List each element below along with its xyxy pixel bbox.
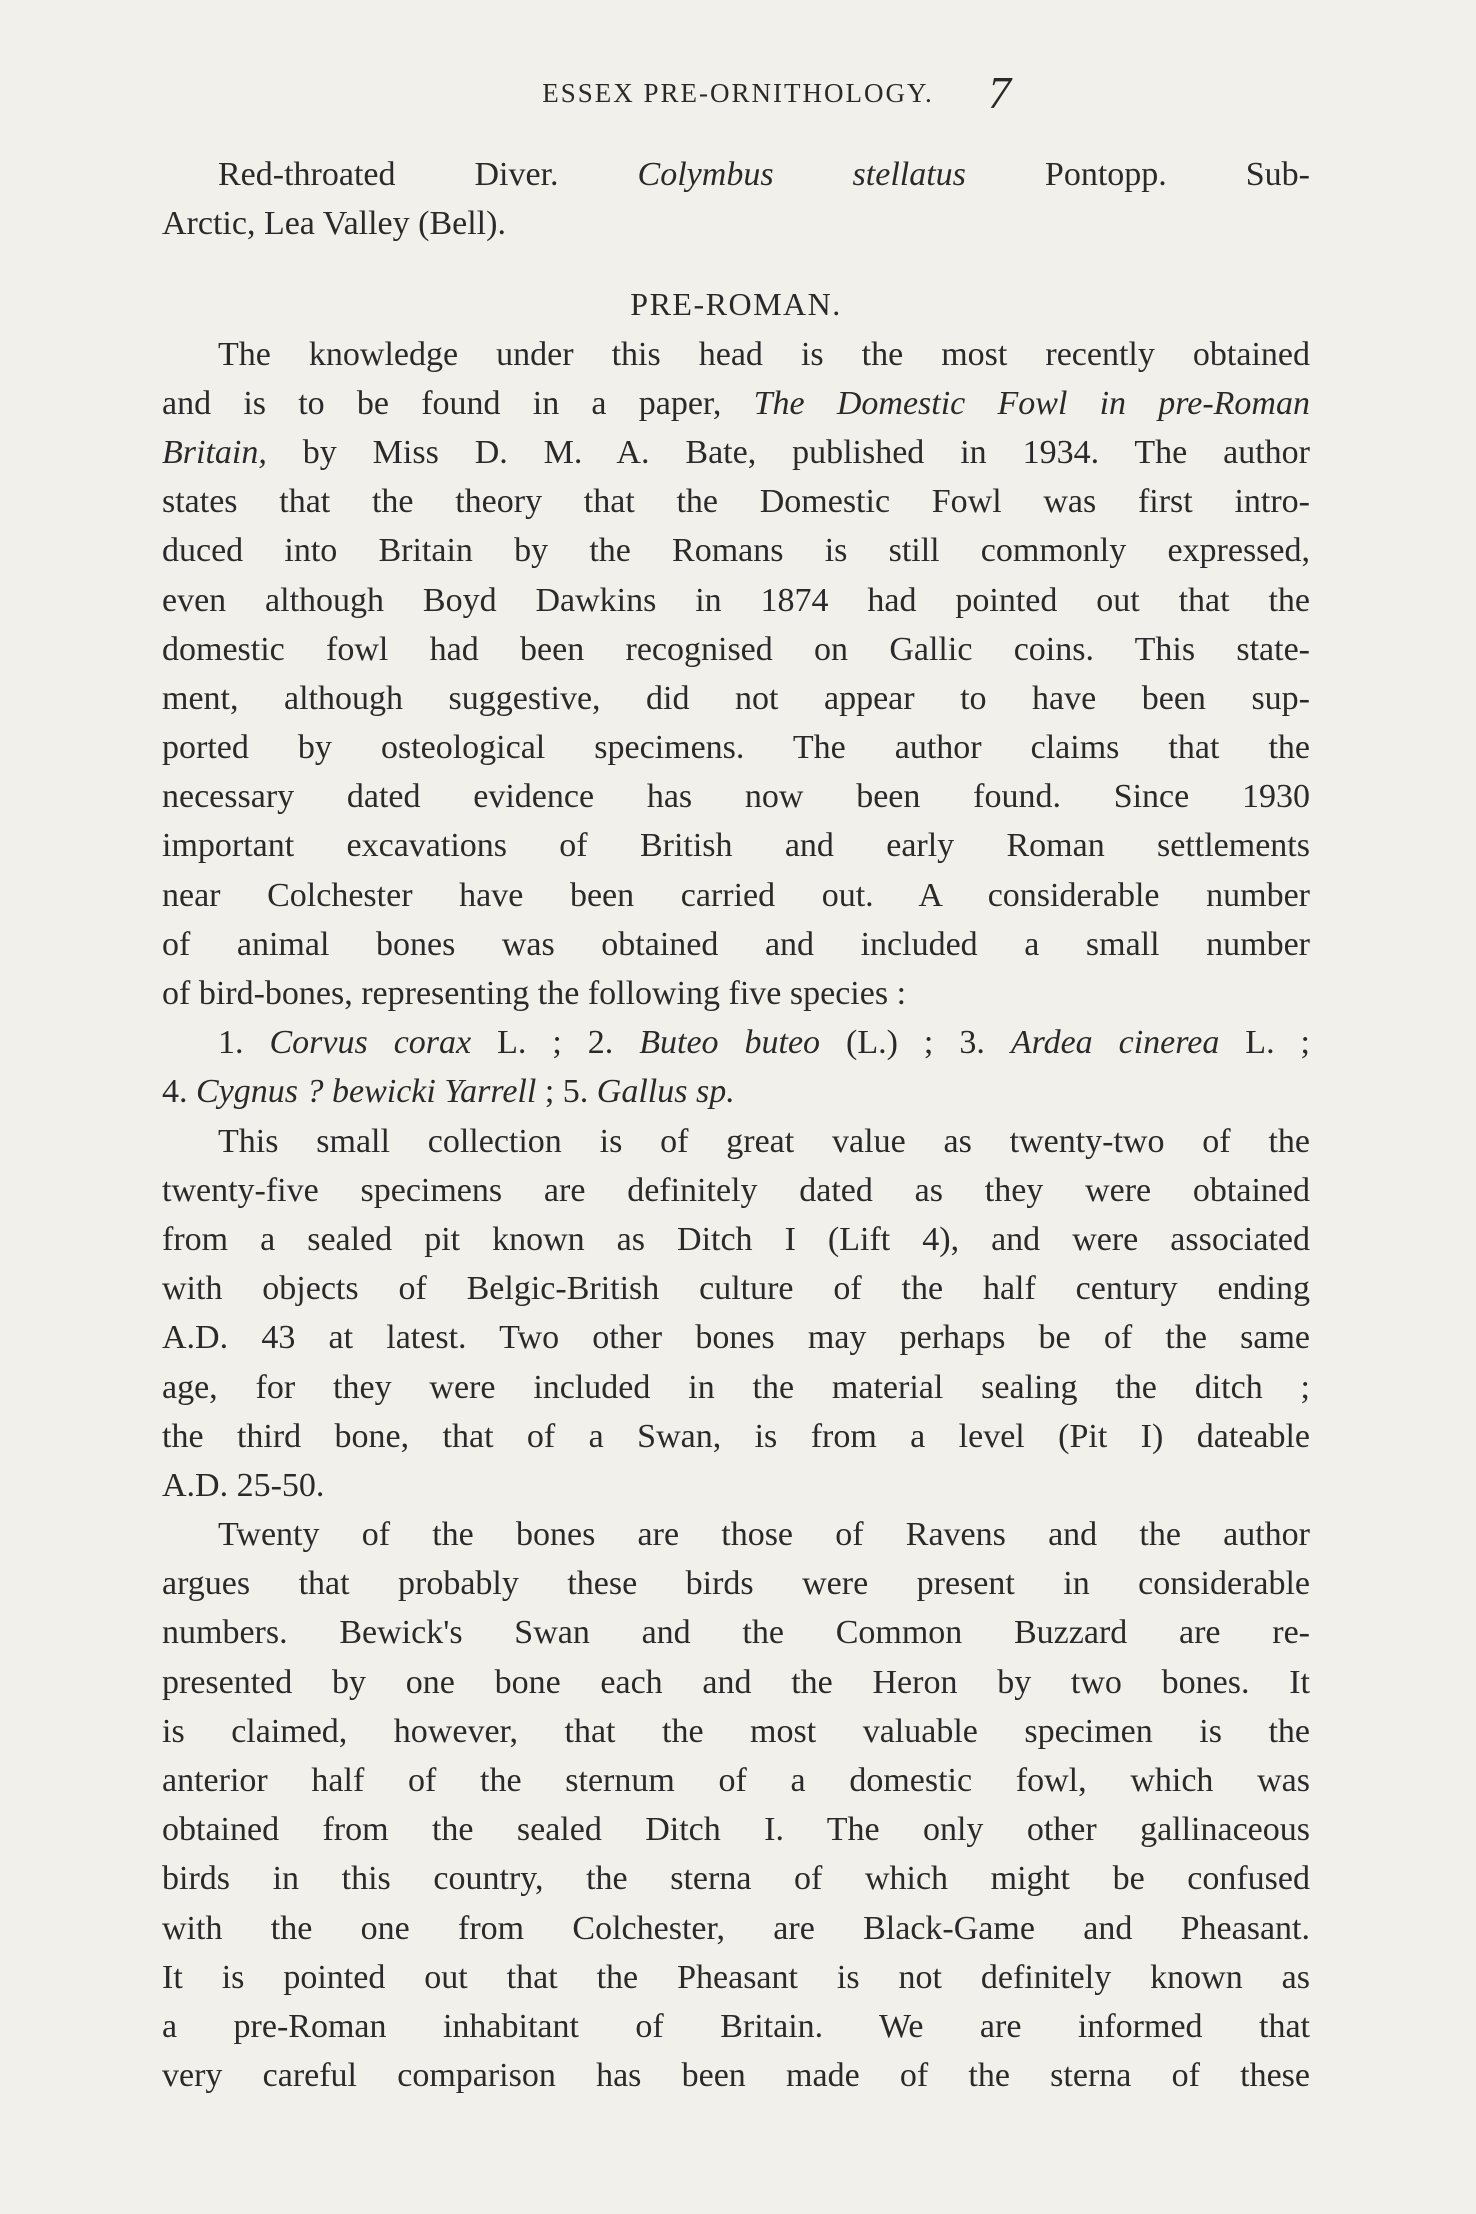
text-line <box>162 821 1310 870</box>
text-span: The knowledge under this head is the most recently obtained <box>218 335 1310 373</box>
text-span: L. ; <box>1219 1024 1310 1062</box>
text-span: and is to be found in a paper, <box>162 384 754 422</box>
text-line <box>162 1363 1310 1412</box>
text-line <box>162 1166 1310 1215</box>
text-span: of bird-bones, representing the following five species : <box>162 975 907 1012</box>
text-span: by Miss D. M. A. Bate, published in 1934. The author <box>266 433 1310 471</box>
text-span: Pontopp. Sub- <box>965 156 1311 193</box>
text-span: obtained from the sealed Ditch I. The only other gallinaceous <box>162 1811 1310 1849</box>
text-span: Arctic, Lea Valley (Bell). <box>162 205 506 243</box>
text-span: It is pointed out that the Pheasant is not definitely known as <box>162 1958 1310 1996</box>
text-line <box>162 1018 1310 1067</box>
text-line <box>162 1412 1310 1461</box>
spacer <box>162 248 1310 280</box>
text-span: very careful comparison has been made of the sterna of these <box>162 2057 1310 2095</box>
text-line <box>162 772 1310 821</box>
text-line <box>162 1608 1310 1657</box>
text-span: 4. <box>162 1073 196 1111</box>
text-span: A.D. 25-50. <box>162 1466 325 1504</box>
text-span: anterior half of the sternum of a domestic fowl, which was <box>162 1762 1310 1799</box>
text-span: from a sealed pit known as Ditch I (Lift 4), and were associated <box>162 1220 1310 1258</box>
italic-text: Gallus sp. <box>596 1073 735 1111</box>
text-span: with objects of Belgic-British culture of the half century ending <box>162 1270 1310 1308</box>
text-line <box>162 1461 1310 1510</box>
text-line <box>162 1313 1310 1362</box>
text-span: ported by osteological specimens. The author claims that the <box>162 729 1310 767</box>
text-line <box>162 1658 1310 1707</box>
text-span: argues that probably these birds were present in considerable <box>162 1565 1310 1603</box>
italic-text: The Domestic Fowl in pre-Roman <box>753 384 1310 422</box>
text-span: is claimed, however, that the most valuable specimen is the <box>162 1712 1310 1750</box>
text-line <box>162 1854 1310 1903</box>
text-line <box>162 1805 1310 1854</box>
text-span: a pre-Roman inhabitant of Britain. We are informed that <box>162 2007 1310 2045</box>
text-line <box>162 1559 1310 1608</box>
body-text <box>162 150 1310 2100</box>
text-span: Red-throated Diver. <box>218 156 638 193</box>
text-line <box>162 1510 1310 1559</box>
text-span: twenty-five specimens are definitely dated as they were obtained <box>162 1171 1310 1209</box>
italic-text: Buteo buteo <box>639 1024 821 1062</box>
text-span: A.D. 43 at latest. Two other bones may perhaps be of the same <box>162 1319 1310 1357</box>
text-line <box>162 723 1310 772</box>
text-line <box>162 1067 1310 1116</box>
italic-text: Cygnus ? bewicki Yarrell <box>196 1073 537 1111</box>
text-span: L. ; 2. <box>471 1024 640 1062</box>
text-span: presented by one bone each and the Heron by two bones. It <box>162 1663 1310 1701</box>
text-line <box>162 199 1310 248</box>
text-line <box>162 1707 1310 1756</box>
text-span: with the one from Colchester, are Black-Game and Pheasant. <box>162 1909 1310 1947</box>
text-span: of animal bones was obtained and included a small number <box>162 925 1310 963</box>
section-heading <box>162 280 1310 329</box>
text-span: the third bone, that of a Swan, is from a level (Pit I) dateable <box>162 1417 1310 1455</box>
text-line <box>162 379 1310 428</box>
text-span: (L.) ; 3. <box>820 1024 1011 1062</box>
text-span: near Colchester have been carried out. A considerable number <box>162 876 1310 914</box>
text-line <box>162 674 1310 723</box>
text-line <box>162 1953 1310 2002</box>
text-line <box>162 150 1310 199</box>
text-span: birds in this country, the sterna of which might be confused <box>162 1860 1310 1898</box>
text-span: This small collection is of great value as twenty-two of the <box>218 1122 1310 1160</box>
text-span: duced into Britain by the Romans is still commonly expressed, <box>162 532 1310 570</box>
text-line <box>162 2002 1310 2051</box>
text-line <box>162 1215 1310 1264</box>
text-line <box>162 920 1310 969</box>
text-span: important excavations of British and early Roman settlements <box>162 827 1310 865</box>
text-line <box>162 2051 1310 2100</box>
italic-text: Colymbus stellatus <box>637 156 966 193</box>
text-line <box>162 1904 1310 1953</box>
text-line <box>162 576 1310 625</box>
text-line <box>162 1264 1310 1313</box>
text-line <box>162 969 1310 1018</box>
text-span: age, for they were included in the material sealing the ditch ; <box>162 1368 1310 1406</box>
italic-text: Corvus corax <box>269 1024 472 1062</box>
text-span: PRE-ROMAN. <box>630 286 842 323</box>
text-line <box>162 1756 1310 1805</box>
text-span: necessary dated evidence has now been found. Since 1930 <box>162 778 1310 816</box>
text-span: 1. <box>218 1024 270 1062</box>
text-line <box>162 428 1310 477</box>
running-head: ESSEX PRE-ORNITHOLOGY. <box>542 78 934 108</box>
text-line <box>162 477 1310 526</box>
text-line <box>162 330 1310 379</box>
text-span: ment, although suggestive, did not appear to have been sup- <box>162 679 1310 717</box>
text-span: domestic fowl had been recognised on Gallic coins. This state- <box>162 630 1310 668</box>
text-span: states that the theory that the Domestic Fowl was first intro- <box>162 483 1310 521</box>
text-span: numbers. Bewick's Swan and the Common Buzzard are re- <box>162 1614 1310 1652</box>
text-span: Twenty of the bones are those of Ravens and the author <box>218 1516 1310 1554</box>
text-line <box>162 526 1310 575</box>
text-line <box>162 625 1310 674</box>
text-span: ; 5. <box>536 1073 597 1111</box>
text-line <box>162 871 1310 920</box>
text-span: even although Boyd Dawkins in 1874 had pointed out that the <box>162 581 1310 619</box>
text-line <box>162 1117 1310 1166</box>
italic-text: Ardea cinerea <box>1010 1024 1220 1062</box>
page-number: 7 <box>988 67 1011 118</box>
italic-text: Britain, <box>162 433 267 471</box>
